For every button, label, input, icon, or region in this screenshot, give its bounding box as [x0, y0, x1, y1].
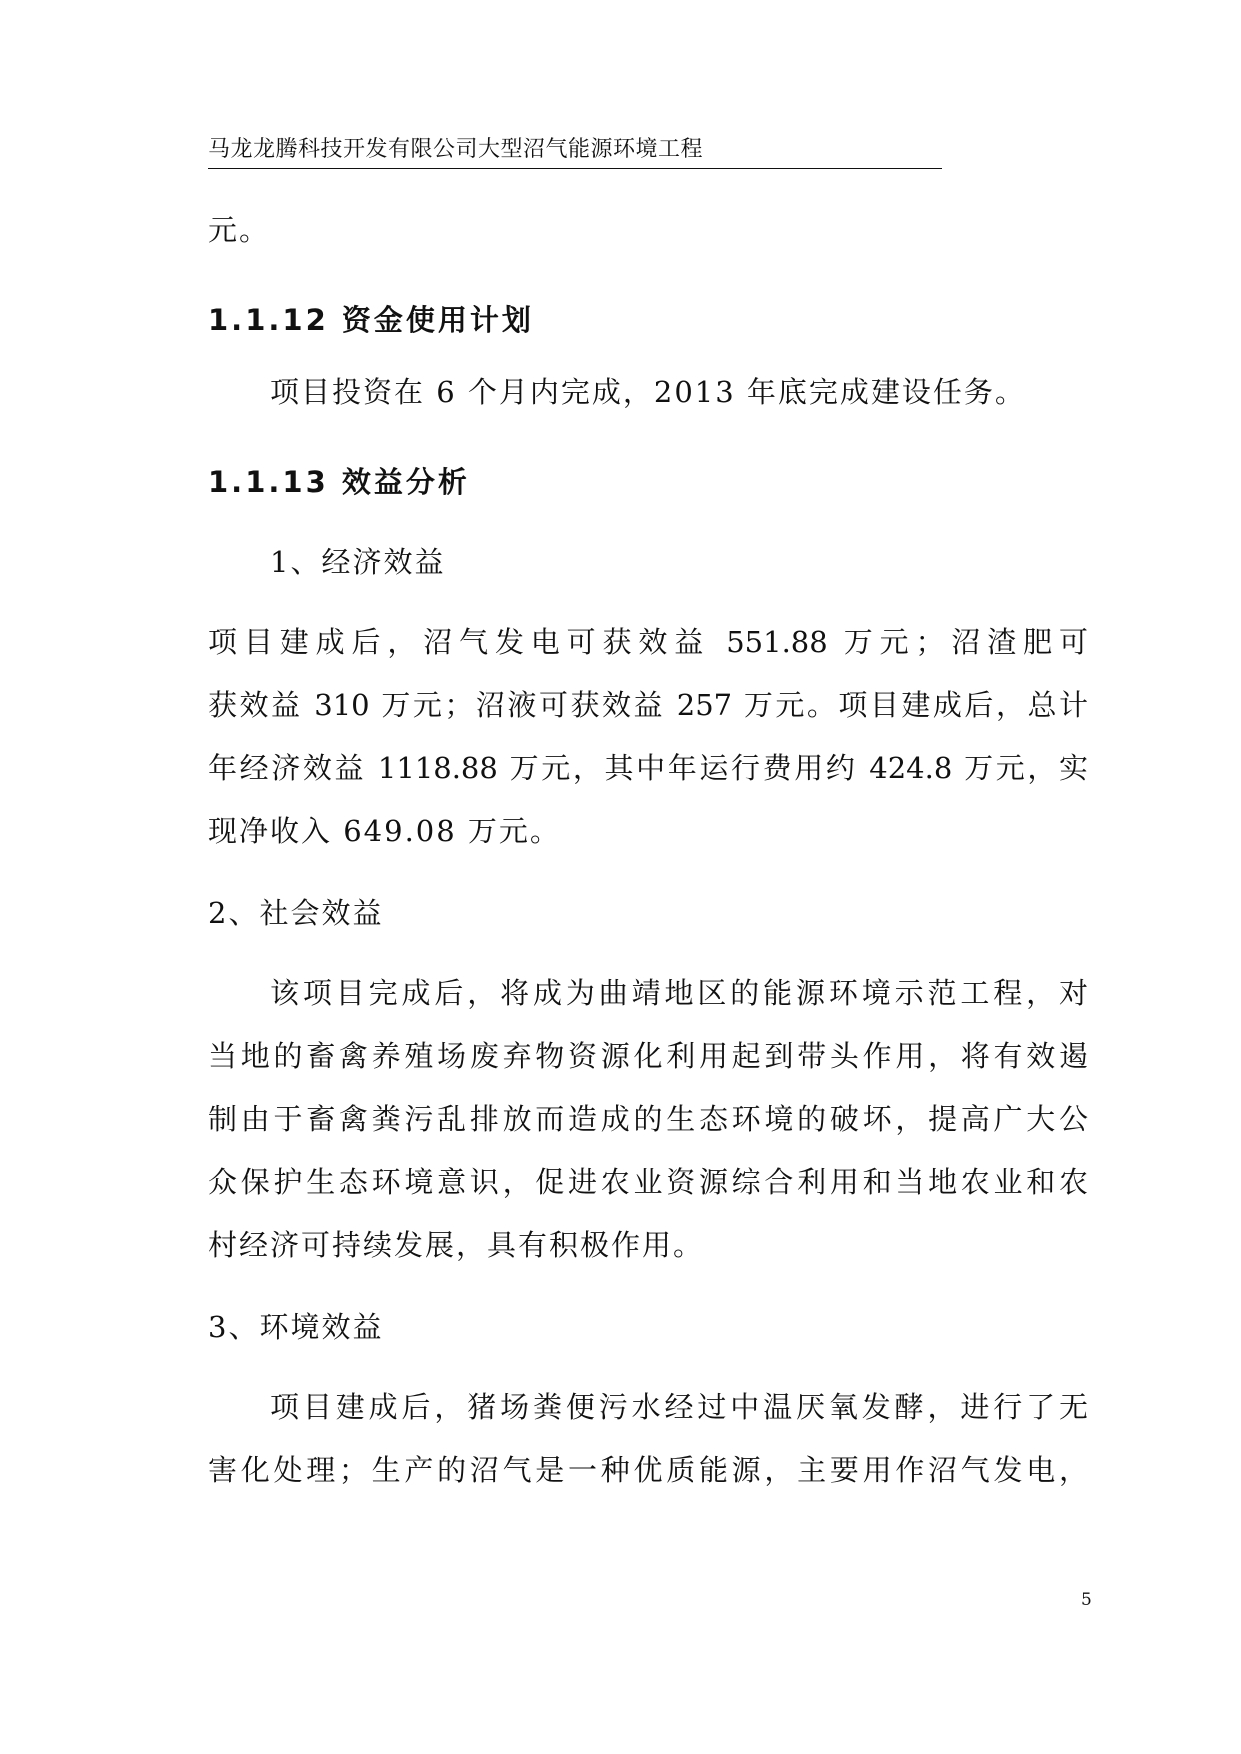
subheading-social: 2、社会效益 — [208, 896, 384, 930]
section-title: 资金使用计划 — [341, 303, 534, 337]
social-line-2: 当地的畜禽养殖场废弃物资源化利用起到带头作用，将有效遏 — [208, 1039, 1088, 1073]
section-number: 1.1.12 — [208, 303, 329, 337]
environmental-line-1: 项目建成后，猪场粪便污水经过中温厌氧发酵，进行了无 — [270, 1390, 1088, 1424]
section-heading-1-1-12 — [208, 300, 534, 340]
subheading-environmental: 3、环境效益 — [208, 1310, 384, 1344]
economic-line-1: 项目建成后，沼气发电可获效益 551.88 万元；沼渣肥可 — [208, 625, 1088, 659]
environmental-line-2: 害化处理；生产的沼气是一种优质能源，主要用作沼气发电， — [208, 1453, 1088, 1487]
social-line-5: 村经济可持续发展，具有积极作用。 — [208, 1228, 705, 1262]
section-heading-1-1-13 — [208, 462, 470, 502]
economic-line-2: 获效益 310 万元；沼液可获效益 257 万元。项目建成后，总计 — [208, 688, 1088, 722]
subheading-economic: 1、经济效益 — [270, 545, 446, 579]
running-header: 马龙龙腾科技开发有限公司大型沼气能源环境工程 — [208, 136, 942, 169]
page-number: 5 — [1081, 1590, 1092, 1610]
section-number: 1.1.13 — [208, 465, 329, 499]
economic-line-3: 年经济效益 1118.88 万元，其中年运行费用约 424.8 万元，实 — [208, 751, 1088, 785]
paragraph-funding-plan: 项目投资在 6 个月内完成，2013 年底完成建设任务。 — [270, 375, 1026, 409]
section-title: 效益分析 — [341, 465, 470, 499]
social-line-4: 众保护生态环境意识，促进农业资源综合利用和当地农业和农 — [208, 1165, 1088, 1199]
social-line-3: 制由于畜禽粪污乱排放而造成的生态环境的破坏，提高广大公 — [208, 1102, 1088, 1136]
economic-line-4: 现净收入 649.08 万元。 — [208, 814, 561, 848]
social-line-1: 该项目完成后，将成为曲靖地区的能源环境示范工程，对 — [270, 976, 1088, 1010]
continuation-text: 元。 — [208, 213, 271, 247]
